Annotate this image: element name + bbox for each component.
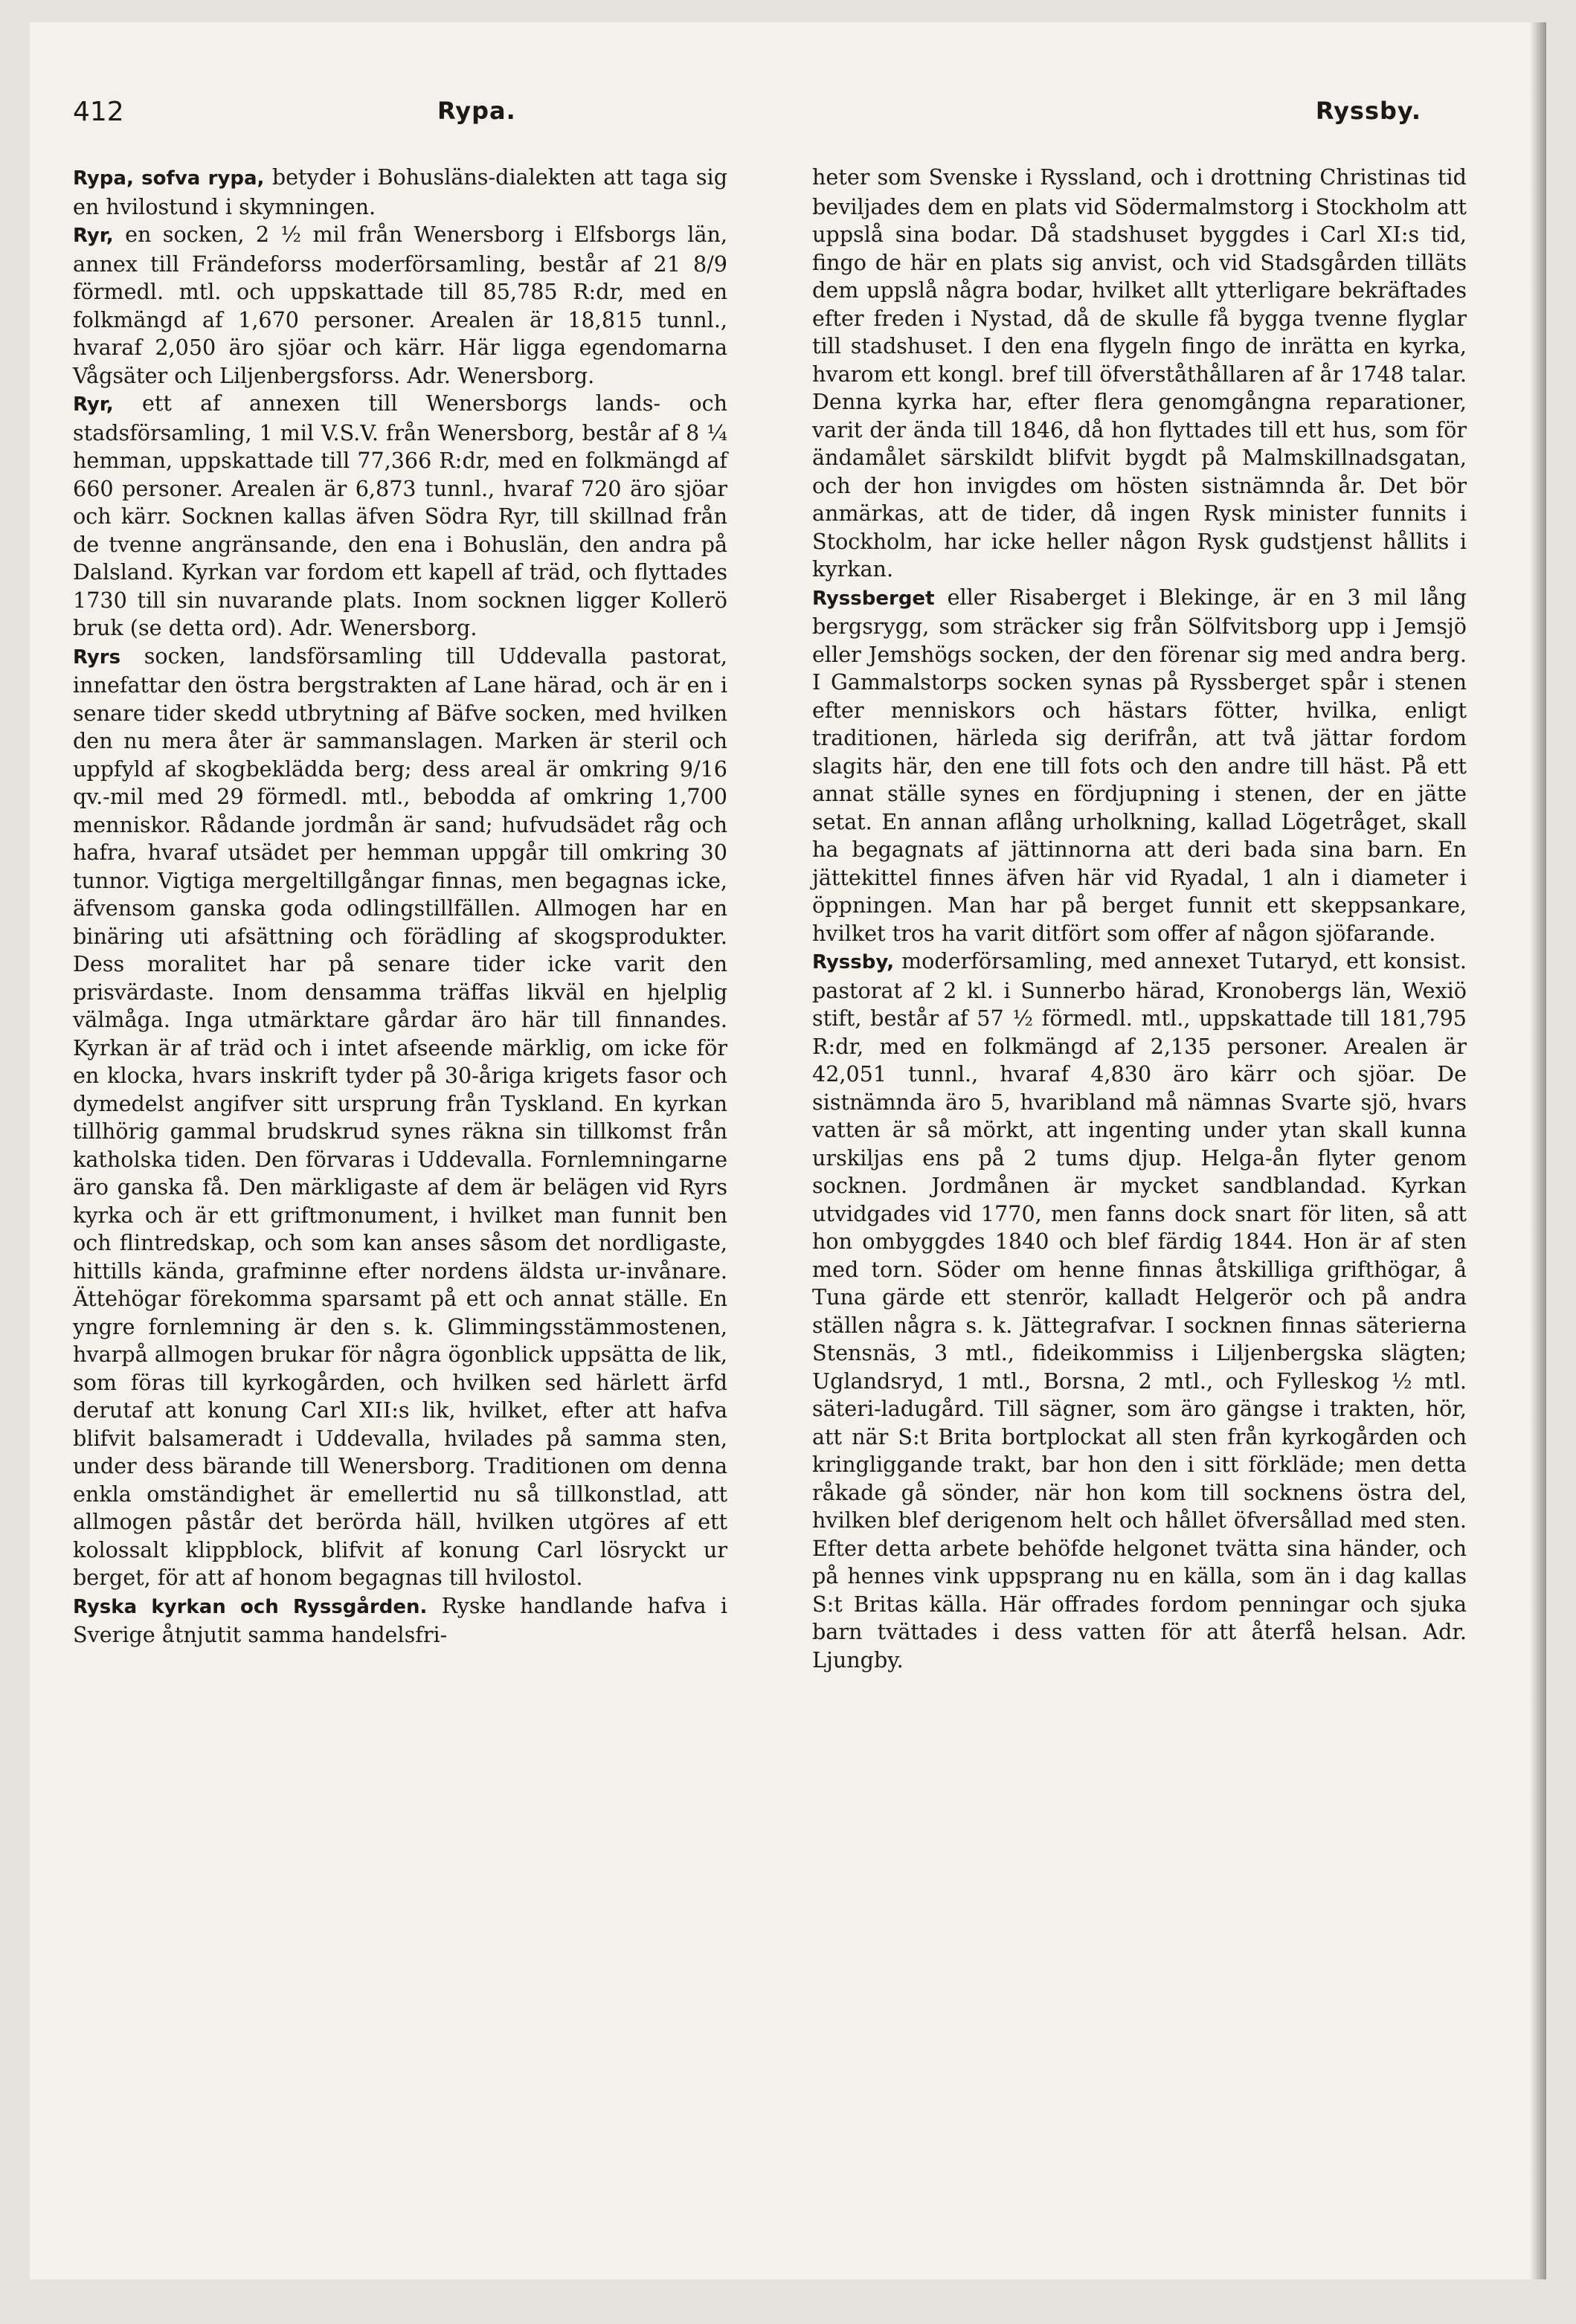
entry-keyword: Ryrs — [73, 646, 121, 669]
page-spine-shadow — [1530, 22, 1546, 2279]
right-column — [812, 164, 1467, 1674]
entry-text: socken, landsförsamling till Uddevalla pastorat, innefattar den östra bergstrakten af Lane härad, och är en i senare tider skedd utbrytning af Bäfve socken, med hvilken den nu mera åter är sammanslagen. Marken är steril och uppfyld af skogbeklädda berg; dess areal är omkring 9/16 qv.-mil med 29 förmedl. mtl., bebodda af omkring 1,700 menniskor. Rådande jordmån är sand; hufvudsädet råg och hafra, hvaraf utsädet per hemman uppgår till omkring 30 tunnor. Vigtiga mergeltillgångar finnas, men begagnas icke, äfvensom ganska goda odlingstillfällen. Allmogen har en binäring uti afsättning och förädling af skogsprodukter. Dess moralitet har på senare tider icke varit den prisvärdaste. Inom densamma träffas likväl en hjelplig välmåga. Inga utmärktare gårdar äro här till finnandes. Kyrkan är af träd och i intet afseende märklig, om icke för en klocka, hvars inskrift tyder på 30-åriga krigets fasor och dymedelst angifver sitt ursprung från Tyskland. En kyrkan tillhörig gammal brudskrud synes räkna sin tillkomst från katholska tiden. Den förvaras i Uddevalla. Fornlemningarne äro ganska få. Den märkligaste af dem är belägen vid Ryrs kyrka och är ett griftmonument, i hvilket man funnit ben och flintredskap, och som kan anses såsom det nordligaste, hittills kända, grafminne efter nordens äldsta ur-invånare. Ättehögar förekomma sparsamt på ett och annat ställe. En yngre fornlemning är den s. k. Glimmingsstämmostenen, hvarpå allmogen brukar för några ögonblick uppsätta de lik, som föras till kyrkogården, och hvilken sed härlett ärfd derutaf att konung Carl XII:s lik, hvilket, efter att hafva blifvit balsameradt i Uddevalla, hvilades på samma sten, under dess bärande till Wenersborg. Traditionen om denna enkla omständighet är emellertid nu så tillkonstlad, att allmogen påstår det berörda häll, hvilken utgöres af ett kolossalt klippblock, blifvit af konung Carl lösryckt ur berget, för att af honom begagnas till hvilostol. — [73, 643, 727, 1590]
left-running-title: Rypa. — [437, 97, 516, 125]
entry-ryr-1 — [73, 221, 727, 390]
running-header — [73, 97, 1481, 134]
entry-ryssby — [812, 947, 1467, 1674]
book-page — [30, 22, 1546, 2279]
entry-keyword: Ryska kyrkan och Ryssgården. — [73, 1595, 428, 1618]
entry-text: heter som Svenske i Ryssland, och i drottning Christinas tid beviljades dem en plats vid Södermalmstorg i Stockholm att uppslå sina bodar. Då stadshuset byggdes i Carl XI:s tid, fingo de här en plats sig anvist, och vid Stadsgården tilläts dem uppslå några bodar, hvilket allt ytterligare bekräftades efter freden i Nystad, då de skulle få bygga tvenne flyglar till stadshuset. I den ena flygeln fingo de inrätta en kyrka, hvarom ett kongl. bref till öfverståthållaren af år 1748 talar. Denna kyrka har, efter flera genomgångna reparationer, varit der ända till 1846, då hon flyttades till ett hus, som för ändamålet särskildt blifvit bygdt på Malmskillnadsgatan, och der hon invigdes om hösten sistnämnda år. Det bör anmärkas, att de tider, då ingen Rysk minister funnits i Stockholm, har icke heller någon Rysk gudstjenst hållits i kyrkan. — [812, 164, 1467, 582]
page-number: 412 — [73, 97, 124, 127]
entry-rypa — [73, 164, 727, 221]
entry-ryrs — [73, 643, 727, 1592]
entry-text: Ryske handlande hafva i Sverige åtnjutit samma handelsfri- — [73, 1592, 727, 1647]
entry-keyword: Ryr, — [73, 225, 114, 247]
entry-keyword: Ryr, — [73, 393, 114, 416]
entry-text: moderförsamling, med annexet Tutaryd, ett konsist. pastorat af 2 kl. i Sunnerbo härad, Kronobergs län, Wexiö stift, består af 57 ½ förmedl. mtl., uppskattade till 181,795 R:dr, med en folkmängd af 2,135 personer. Arealen är 42,051 tunnl., hvaraf 4,830 äro kärr och sjöar. De sistnämnda äro 5, hvaribland må nämnas Svarte sjö, hvars vatten är så mörkt, att ingenting under ytan skall kunna urskiljas ens på 2 tums djup. Helga-ån flyter genom socknen. Jordmånen är mycket sandblandad. Kyrkan utvidgades vid 1770, men fanns dock snart för liten, så att hon ombyggdes 1840 och blef färdig 1844. Hon är af sten med torn. Söder om henne finnas åtskilliga grifthögar, å Tuna gärde ett stenrör, kalladt Helgerör och på andra ställen några s. k. Jättegrafvar. I socknen finnas säterierna Stensnäs, 3 mtl., fideikommiss i Liljenbergska slägten; Uglandsryd, 1 mtl., Borsna, 2 mtl., och Fylleskog ½ mtl. säteri-ladugård. Till sägner, som äro gängse i trakten, hör, att när S:t Brita bortplockat all sten från kyrkogården och kringliggande trakt, bar hon den i sitt förkläde; men detta råkade gå sönder, när hon kom till socknens östra del, hvilken blef derigenom helt och hållet öfversållad med sten. Efter detta arbete behöfde helgonet tvätta sina händer, och på hennes vink uppsprang nu en källa, som än i dag kallas S:t Britas källa. Här offrades fordom penningar och sjuka barn tvättades i dess vatten för att återfå helsan. Adr. Ljungby. — [812, 948, 1467, 1673]
entry-keyword: Ryssby, — [812, 951, 895, 973]
left-column — [73, 164, 727, 1649]
right-running-title: Ryssby. — [1315, 97, 1421, 125]
entry-ryr-2 — [73, 390, 727, 643]
entry-keyword: Ryssberget — [812, 587, 935, 610]
entry-text: betyder i Bohusläns-dialekten att taga sig en hvilostund i skymningen. — [73, 164, 727, 219]
entry-keyword: Rypa, sofva rypa, — [73, 167, 265, 190]
entry-ryska-kyrkan — [73, 1592, 727, 1649]
entry-text: eller Risaberget i Blekinge, är en 3 mil lång bergsrygg, som sträcker sig från Sölfvitsborg upp i Jemsjö eller Jemshögs socken, der den förenar sig med andra berg. I Gammalstorps socken synas på Ryssberget spår i stenen efter menniskors och hästars fötter, hvilka, enligt traditionen, härleda sig derifrån, att två jättar fordom slagits här, den ene till fots och den andre till häst. På ett annat ställe synes en fördjupning i stenen, der en jätte setat. En annan aflång urholkning, kallad Lögetråget, skall ha begagnats af jättinnorna att deri bada sina barn. En jättekittel finnes äfven här vid Ryadal, 1 aln i diameter i öppningen. Man har på berget funnit ett skeppsankare, hvilket tros ha varit ditfört som offer af någon sjöfarande. — [812, 584, 1467, 946]
entry-text: en socken, 2 ½ mil från Wenersborg i Elfsborgs län, annex till Frändeforss moderförsamling, består af 21 8/9 förmedl. mtl. och uppskattade till 85,785 R:dr, med en folkmängd af 1,670 personer. Arealen är 18,815 tunnl., hvaraf 2,050 äro sjöar och kärr. Här ligga egendomarna Vågsäter och Liljenbergsforss. Adr. Wenersborg. — [73, 222, 727, 388]
entry-ryssberget — [812, 584, 1467, 948]
entry-text: ett af annexen till Wenersborgs lands- och stadsförsamling, 1 mil V.S.V. från Wenersborg, består af 8 ¼ hemman, uppskattade till 77,366 R:dr, med en folkmängd af 660 personer. Arealen är 6,873 tunnl., hvaraf 720 äro sjöar och kärr. Socknen kallas äfven Södra Ryr, till skillnad från de tvenne angränsande, den ena i Bohuslän, den andra på Dalsland. Kyrkan var fordom ett kapell af träd, och flyttades 1730 till sin nuvarande plats. Inom socknen ligger Kollerö bruk (se detta ord). Adr. Wenersborg. — [73, 390, 727, 640]
entry-ryska-kyrkan-cont — [812, 164, 1467, 584]
